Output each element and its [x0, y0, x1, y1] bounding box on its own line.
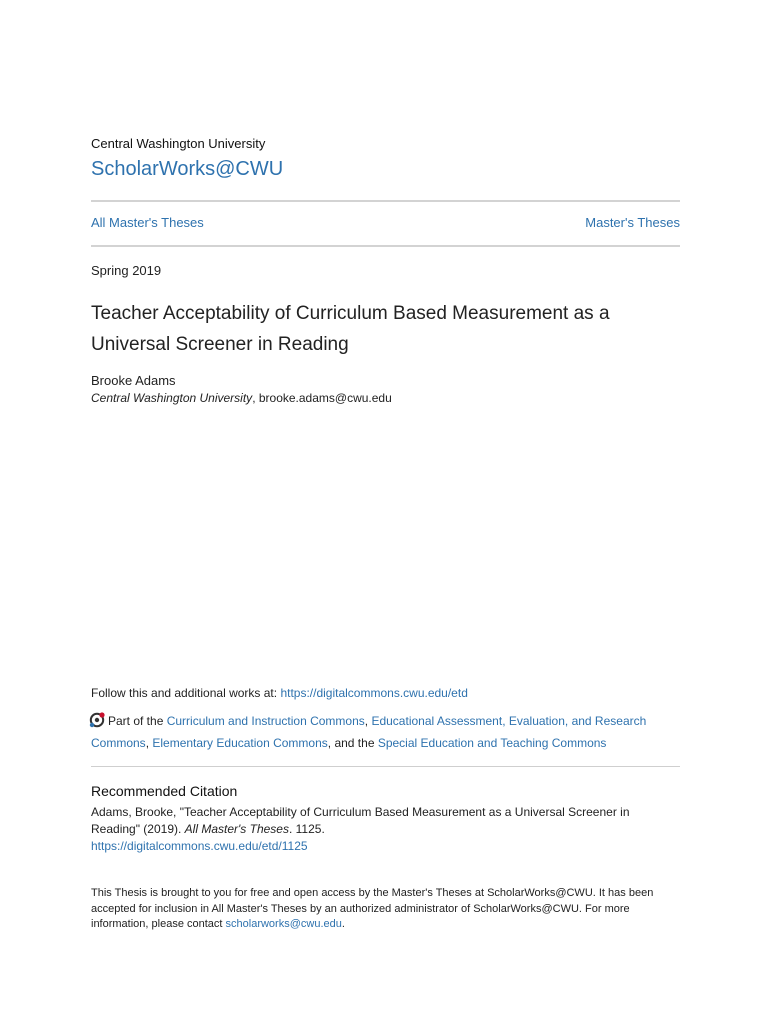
citation-body	[91, 804, 680, 855]
author-email: brooke.adams@cwu.edu	[258, 391, 392, 405]
partof-sep-3: , and the	[327, 736, 378, 750]
all-masters-theses-link[interactable]: All Master's Theses	[91, 215, 204, 230]
citation-series: All Master's Theses	[184, 822, 289, 836]
partof-prefix: Part of the	[108, 714, 167, 728]
citation-number: . 1125.	[288, 822, 325, 836]
divider-citation	[91, 766, 680, 767]
special-education-commons-link[interactable]: Special Education and Teaching Commons	[377, 736, 607, 750]
footer-text: This Thesis is brought to you for free and open access by the Master's Theses at ScholarWorks@CWU. It has been accepted for inclusion in All Master's Theses by an authorized administrator of ScholarWorks@CWU. For more information, please contact	[91, 887, 654, 930]
author-affiliation: Central Washington University, brooke.adams@cwu.edu	[91, 391, 392, 405]
part-of-commons	[91, 710, 680, 754]
footer-end: .	[341, 918, 345, 930]
masters-theses-link[interactable]: Master's Theses	[585, 215, 680, 230]
partof-sep-1: ,	[364, 714, 372, 728]
divider-collections	[91, 245, 680, 247]
publication-date: Spring 2019	[91, 263, 162, 278]
repository-link[interactable]: ScholarWorks@CWU	[91, 158, 284, 180]
divider-top	[91, 200, 680, 202]
follow-text: Follow this and additional works at:	[91, 686, 281, 700]
contact-email-link[interactable]: scholarworks@cwu.edu	[225, 918, 342, 930]
citation-heading: Recommended Citation	[91, 783, 238, 799]
educational-assessment-commons-link[interactable]: Educational Assessment, Evaluation, and Research Commons	[91, 714, 647, 750]
network-commons-icon	[89, 712, 105, 728]
access-statement	[91, 886, 680, 933]
institution-name: Central Washington University	[91, 136, 266, 151]
cover-page	[91, 0, 680, 1024]
author-name: Brooke Adams	[91, 373, 176, 388]
paper-title: Teacher Acceptability of Curriculum Based Measurement as a Universal Screener in Reading	[91, 303, 610, 355]
affiliation-name: Central Washington University	[91, 391, 253, 405]
citation-url-link[interactable]: https://digitalcommons.cwu.edu/etd/1125	[91, 839, 308, 853]
collections-row	[91, 215, 680, 230]
curriculum-instruction-commons-link[interactable]: Curriculum and Instruction Commons	[166, 714, 365, 728]
follow-url-link[interactable]: https://digitalcommons.cwu.edu/etd	[280, 686, 468, 700]
partof-sep-2: ,	[145, 736, 153, 750]
follow-line	[91, 686, 468, 700]
citation-text: Adams, Brooke, "Teacher Acceptability of Curriculum Based Measurement as a Universal Screener in Reading" (2019).	[91, 805, 630, 836]
elementary-education-commons-link[interactable]: Elementary Education Commons	[152, 736, 328, 750]
